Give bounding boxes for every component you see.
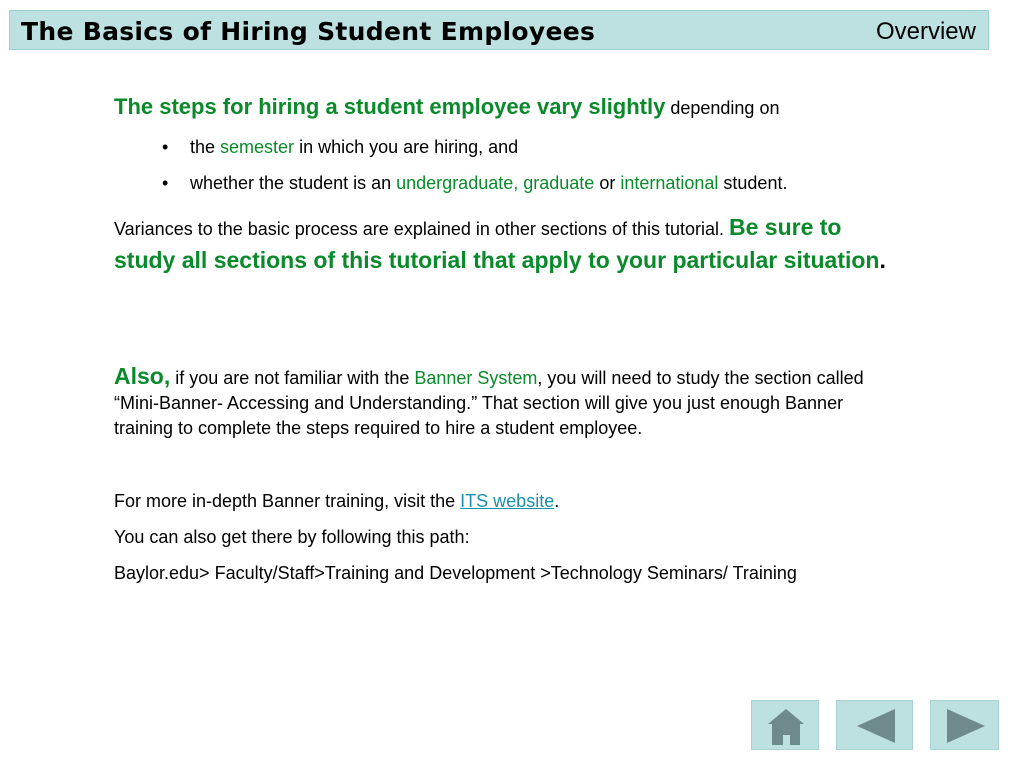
also-text: , you will need to study the section called “Mini-Banner- Accessing and Understanding.” That section will give you just enough Banner training to complete the steps required to hire a student employee.: [114, 368, 864, 438]
home-button[interactable]: [751, 700, 819, 750]
bullet-text: or: [594, 173, 621, 193]
banner-system-highlight: Banner System: [414, 368, 538, 388]
previous-button[interactable]: [836, 700, 913, 750]
bullet-text: whether the student is an: [190, 173, 397, 193]
bullet-text: student.: [718, 173, 788, 193]
also-lead: Also,: [114, 363, 171, 389]
also-text: if you are not familiar with the: [170, 368, 415, 388]
semester-highlight: semester: [220, 137, 295, 157]
training-paragraph: [114, 489, 894, 514]
variances-emphasis: Be sure to study all sections of this tutorial that apply to your particular situation: [114, 214, 880, 273]
bullet-text: in which you are hiring, and: [294, 137, 519, 157]
path-value: Baylor.edu> Faculty/Staff>Training and Development >Technology Seminars/ Training: [114, 563, 797, 583]
title-bar: [9, 10, 989, 50]
bullet-symbol: •: [162, 137, 169, 157]
bullet-symbol: •: [162, 173, 169, 193]
bullet-list: [162, 134, 882, 206]
home-icon: [752, 701, 820, 751]
intro-tail: depending on: [665, 98, 780, 118]
list-item: [162, 170, 882, 206]
its-website-link[interactable]: ITS website: [460, 491, 555, 511]
arrow-left-icon: [837, 701, 914, 751]
section-name: Overview: [875, 18, 976, 45]
variances-text: Variances to the basic process are explained in other sections of this tutorial.: [114, 219, 729, 239]
intro-paragraph: [114, 94, 894, 121]
international-highlight: international: [620, 173, 719, 193]
arrow-right-icon: [931, 701, 1000, 751]
also-paragraph: [114, 364, 894, 441]
path-intro: You can also get there by following this path:: [114, 527, 470, 547]
student-level-highlight: undergraduate, graduate: [396, 173, 595, 193]
list-item: [162, 134, 882, 170]
intro-lead: The steps for hiring a student employee vary slightly: [114, 94, 666, 119]
training-text: .: [554, 491, 560, 511]
variances-period: .: [879, 247, 886, 273]
bullet-text: the: [190, 137, 221, 157]
training-text: For more in-depth Banner training, visit the: [114, 491, 461, 511]
page-title: The Basics of Hiring Student Employees: [21, 17, 596, 46]
variances-paragraph: [114, 212, 894, 278]
next-button[interactable]: [930, 700, 999, 750]
